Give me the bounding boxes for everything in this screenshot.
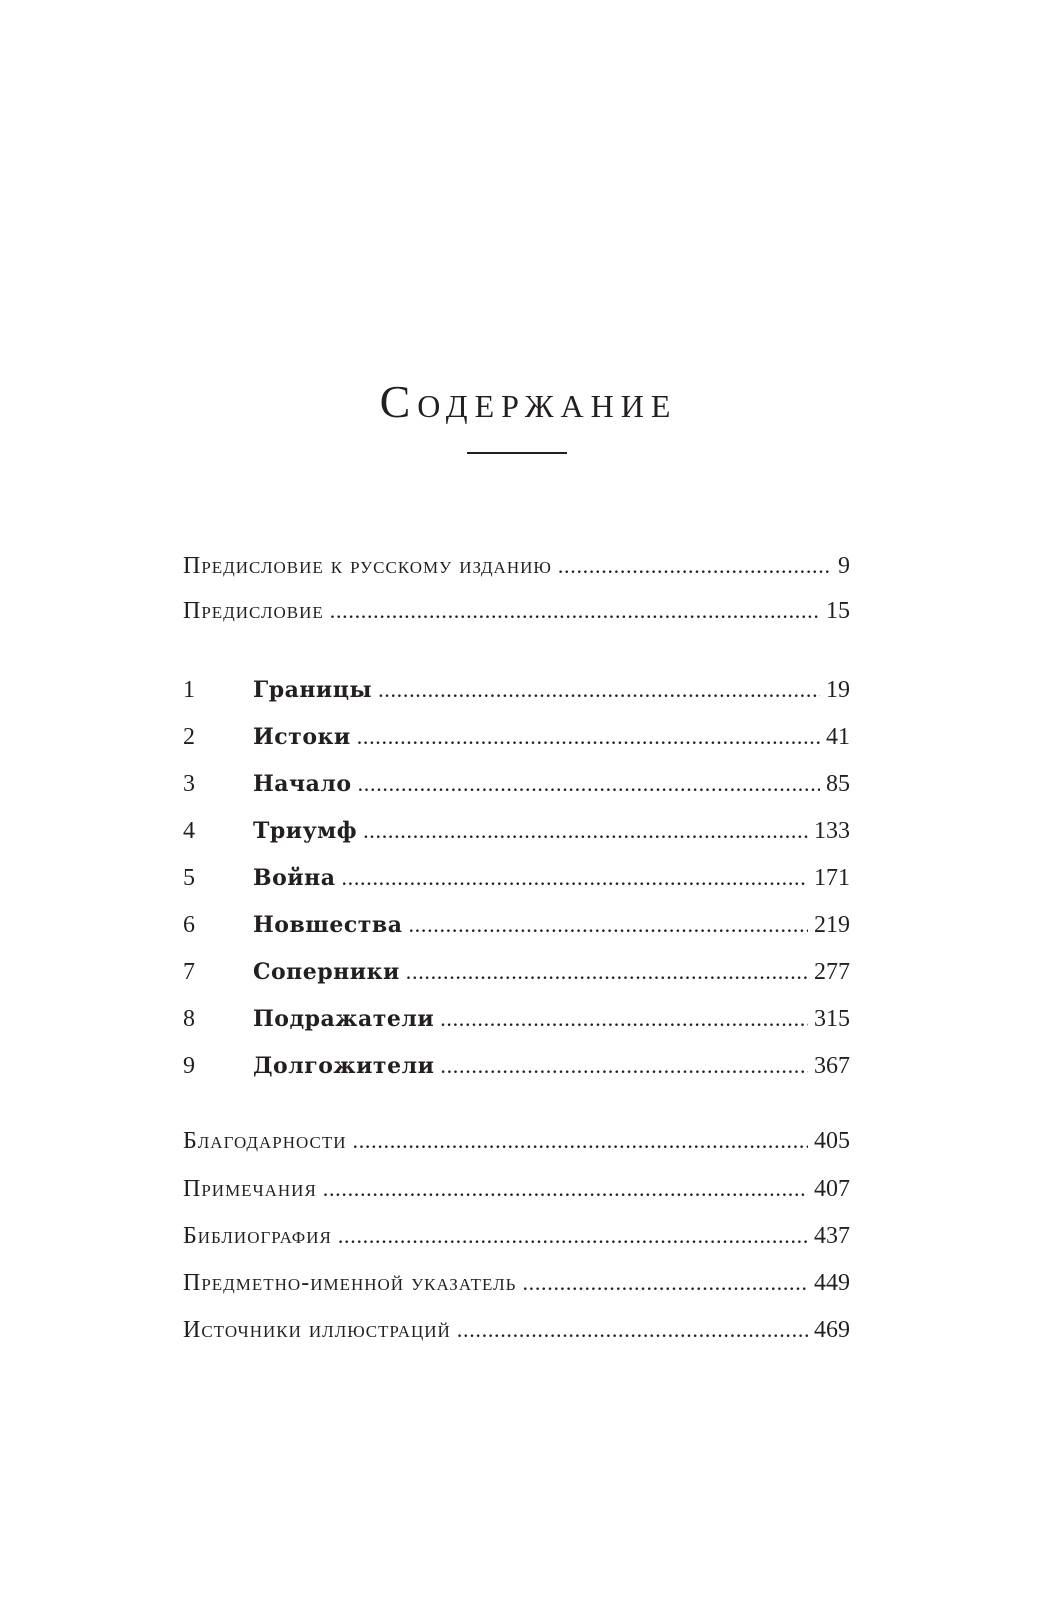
chapter-page: 367 [814, 1053, 850, 1079]
toc-chapter-6[interactable] [183, 905, 850, 945]
dot-leader [378, 670, 820, 710]
chapter-title: Истоки [253, 724, 351, 750]
toc-entry-page: 9 [838, 553, 850, 579]
toc-chapter-5[interactable] [183, 858, 850, 898]
toc-entry-label: Предисловие к русскому изданию [183, 553, 552, 579]
toc-entry-foreword-russian[interactable] [183, 546, 850, 586]
chapter-title: Начало [253, 771, 352, 797]
toc-entry-label: Предисловие [183, 598, 324, 624]
chapter-number: 2 [183, 724, 195, 750]
dot-leader [338, 1216, 808, 1256]
toc-entry-page: 15 [826, 598, 850, 624]
toc-chapter-8[interactable] [183, 999, 850, 1039]
toc-entry-label: Примечания [183, 1176, 317, 1202]
toc-entry-notes[interactable] [183, 1169, 850, 1209]
chapter-page: 19 [826, 677, 850, 703]
chapter-title: Долгожители [253, 1053, 435, 1079]
dot-leader [440, 1046, 808, 1086]
chapter-number: 9 [183, 1053, 195, 1079]
toc-entry-page: 407 [814, 1176, 850, 1202]
chapter-page: 219 [814, 912, 850, 938]
dot-leader [558, 546, 832, 586]
chapter-title: Война [253, 865, 336, 891]
dot-leader [323, 1169, 808, 1209]
toc-chapter-3[interactable] [183, 764, 850, 804]
toc-chapter-1[interactable] [183, 670, 850, 710]
chapter-page: 171 [814, 865, 850, 891]
toc-entry-bibliography[interactable] [183, 1216, 850, 1256]
chapter-number: 3 [183, 771, 195, 797]
toc-entry-page: 405 [814, 1128, 850, 1154]
toc-entry-illustration-sources[interactable] [183, 1310, 850, 1350]
chapter-title: Триумф [253, 818, 358, 844]
dot-leader [522, 1263, 808, 1303]
chapter-title: Подражатели [253, 1006, 435, 1032]
chapter-page: 41 [826, 724, 850, 750]
toc-chapter-9[interactable] [183, 1046, 850, 1086]
toc-entry-acknowledgements[interactable] [183, 1121, 850, 1161]
dot-leader [357, 717, 820, 757]
chapter-title: Границы [253, 677, 373, 703]
toc-entry-label: Благодарности [183, 1128, 347, 1154]
chapter-title: Соперники [253, 959, 400, 985]
toc-chapter-7[interactable] [183, 952, 850, 992]
chapter-number: 1 [183, 677, 195, 703]
chapter-number: 5 [183, 865, 195, 891]
chapter-number: 4 [183, 818, 195, 844]
dot-leader [363, 811, 808, 851]
dot-leader [457, 1310, 808, 1350]
toc-entry-page: 449 [814, 1270, 850, 1296]
toc-entry-foreword[interactable] [183, 591, 850, 631]
dot-leader [440, 999, 808, 1039]
toc-entry-page: 437 [814, 1223, 850, 1249]
title-divider [467, 452, 567, 454]
chapter-page: 133 [814, 818, 850, 844]
chapter-page: 85 [826, 771, 850, 797]
dot-leader [341, 858, 808, 898]
toc-chapter-2[interactable] [183, 717, 850, 757]
page-title: Содержание [379, 376, 678, 427]
chapter-number: 8 [183, 1006, 195, 1032]
chapter-number: 6 [183, 912, 195, 938]
toc-entry-index[interactable] [183, 1263, 850, 1303]
toc-entry-page: 469 [814, 1317, 850, 1343]
dot-leader [408, 905, 808, 945]
chapter-page: 315 [814, 1006, 850, 1032]
dot-leader [406, 952, 808, 992]
toc-chapter-4[interactable] [183, 811, 850, 851]
toc-entry-label: Предметно-именной указатель [183, 1270, 517, 1296]
chapter-page: 277 [814, 959, 850, 985]
toc-entry-label: Библиография [183, 1223, 332, 1249]
chapter-number: 7 [183, 959, 195, 985]
dot-leader [358, 764, 820, 804]
dot-leader [353, 1121, 808, 1161]
dot-leader [330, 591, 820, 631]
toc-entry-label: Источники иллюстраций [183, 1317, 451, 1343]
chapter-title: Новшества [253, 912, 403, 938]
